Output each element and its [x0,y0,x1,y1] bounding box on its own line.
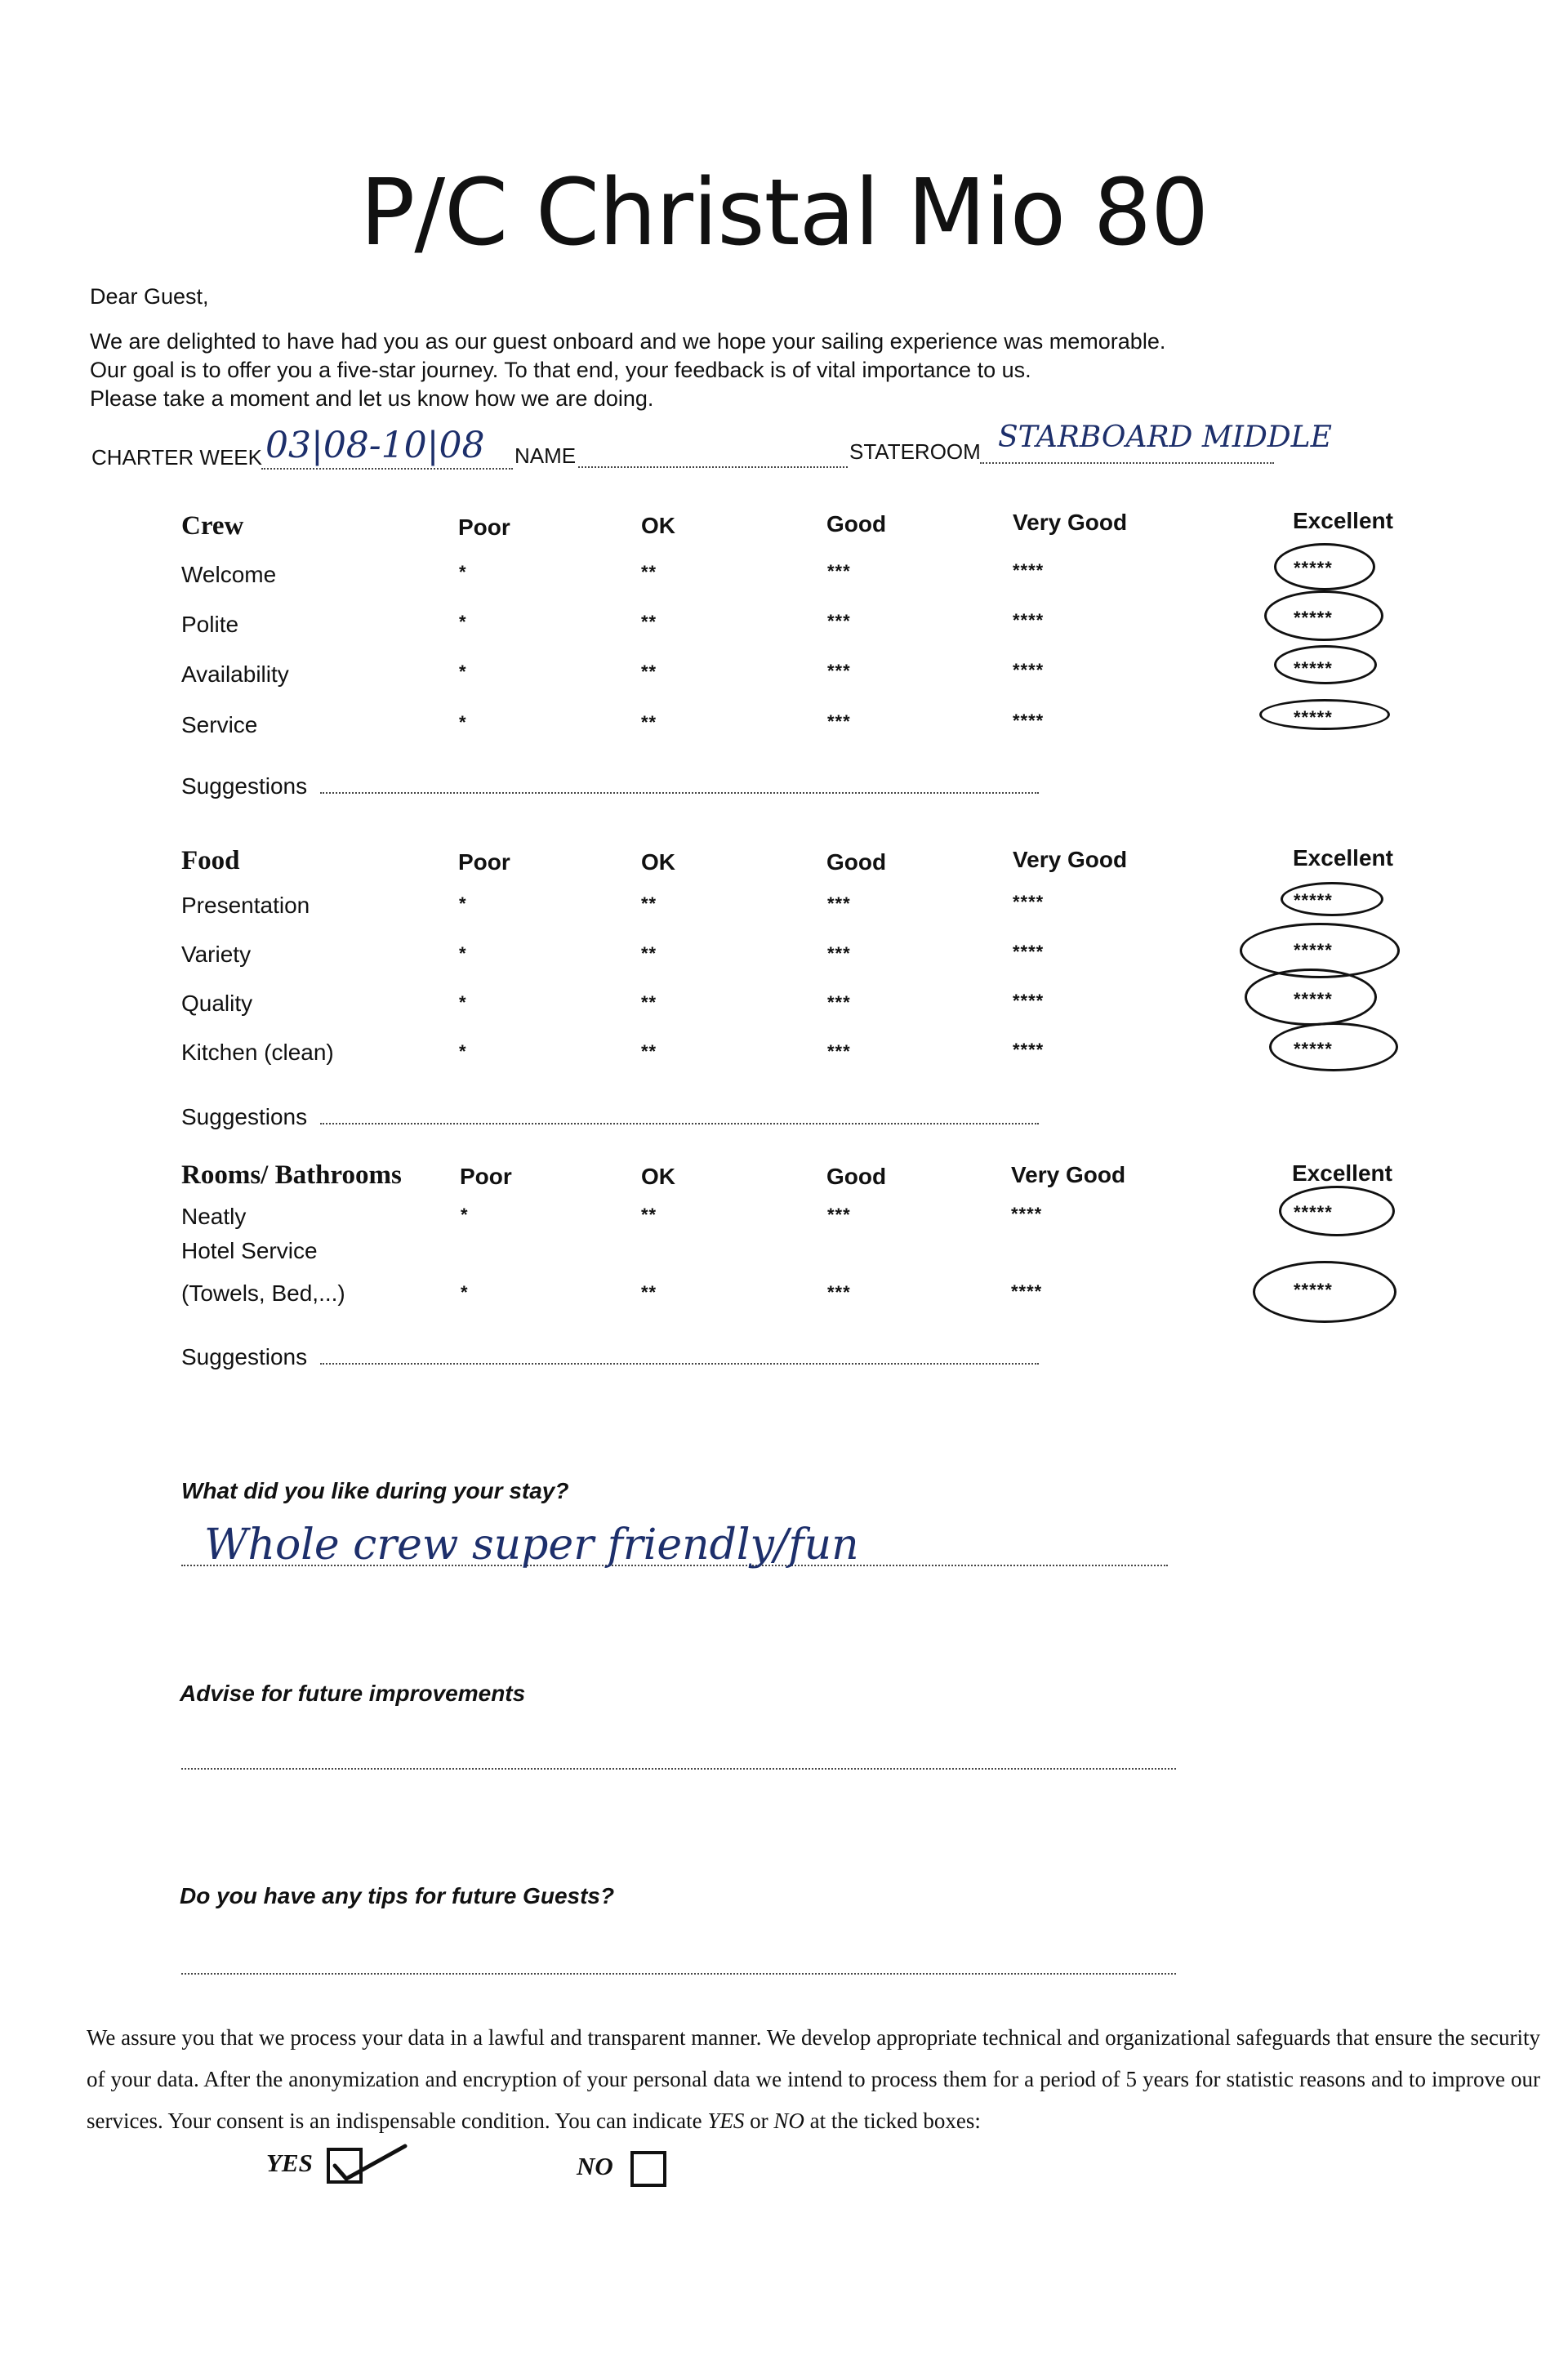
rating-excellent[interactable]: ***** [1294,1039,1333,1059]
header-ok: OK [641,849,675,875]
question-improvements-field[interactable] [181,1768,1176,1770]
header-very-good: Very Good [1013,510,1128,535]
rating-very-good[interactable]: **** [1013,991,1045,1011]
row-label-presentation: Presentation [181,893,310,918]
rating-ok[interactable]: ** [641,612,657,632]
header-excellent: Excellent [1292,1160,1392,1186]
rating-good[interactable]: *** [827,661,851,681]
rating-excellent[interactable]: ***** [1294,1280,1333,1300]
rating-good[interactable]: *** [827,992,851,1013]
question-liked-label: What did you like during your stay? [181,1478,569,1503]
rating-poor[interactable]: * [459,943,467,964]
rating-ok[interactable]: ** [641,943,657,964]
rating-good[interactable]: *** [827,561,851,581]
question-tips-label: Do you have any tips for future Guests? [180,1883,615,1908]
rating-ok[interactable]: ** [641,1041,657,1062]
header-good: Good [826,1164,887,1189]
section-title-crew: Crew [181,511,244,541]
header-good: Good [826,849,887,875]
rating-good[interactable]: *** [827,711,851,732]
header-poor: Poor [458,514,510,540]
suggestions-label-crew: Suggestions [181,773,308,799]
rating-excellent[interactable]: ***** [1294,658,1333,679]
row-label-neatly: Neatly [181,1204,247,1229]
header-excellent: Excellent [1293,508,1393,533]
intro-line-1: We are delighted to have had you as our guest onboard and we hope your sailing experience was memorable. [90,329,1166,354]
name-field[interactable] [578,466,848,468]
header-poor: Poor [458,849,510,875]
rating-poor[interactable]: * [459,562,467,582]
rating-good[interactable]: *** [827,611,851,631]
question-improvements-label: Advise for future improvements [180,1681,526,1706]
rating-ok[interactable]: ** [641,562,657,582]
rating-good[interactable]: *** [827,1205,851,1225]
stateroom-label: STATEROOM [849,439,981,464]
row-sublabel-towels-bed: (Towels, Bed,...) [181,1280,345,1306]
rating-poor[interactable]: * [459,712,467,733]
question-tips-field[interactable] [181,1973,1176,1975]
row-label-welcome: Welcome [181,562,277,587]
rating-ok[interactable]: ** [641,712,657,733]
consent-text: We assure you that we process your data in a lawful and transparent manner. We develop appropriate technical and organizational safeguards that ensure the security of your data. After the anonymization and encryption of your personal data we intend to process them for a period of 5 years for statistic reasons and to improve our services. Your consent is an indispensable condition. You can indicate YES or NO at the ticked boxes: [87,2025,1540,2133]
row-label-service: Service [181,712,258,737]
rating-very-good[interactable]: **** [1013,942,1045,962]
header-excellent: Excellent [1293,845,1393,871]
rating-poor[interactable]: * [461,1205,469,1225]
rating-excellent[interactable]: ***** [1294,608,1333,628]
rating-poor[interactable]: * [461,1282,469,1303]
rating-poor[interactable]: * [459,612,467,632]
section-title-food: Food [181,846,240,875]
rating-ok[interactable]: ** [641,992,657,1013]
greeting: Dear Guest, [90,284,209,309]
selected-circle [1253,1261,1396,1323]
checkmark-icon [327,2141,416,2190]
question-liked-answer[interactable]: Whole crew super friendly/fun [204,1521,859,1570]
rating-very-good[interactable]: **** [1013,892,1045,912]
selected-circle [1259,699,1390,730]
rating-good[interactable]: *** [827,943,851,964]
charter-week-label: CHARTER WEEK [91,445,262,470]
rating-good[interactable]: *** [827,1041,851,1062]
no-checkbox[interactable] [630,2151,666,2187]
rating-excellent[interactable]: ***** [1294,989,1333,1009]
suggestions-field-food[interactable] [320,1123,1039,1124]
rating-very-good[interactable]: **** [1013,660,1045,680]
rating-very-good[interactable]: **** [1011,1281,1043,1302]
header-poor: Poor [460,1164,512,1189]
yes-label: YES [266,2149,313,2177]
rating-excellent[interactable]: ***** [1294,890,1333,911]
header-very-good: Very Good [1011,1162,1126,1187]
rating-poor[interactable]: * [459,661,467,682]
row-label-variety: Variety [181,942,252,967]
rating-excellent[interactable]: ***** [1294,707,1333,728]
selected-circle [1281,882,1383,916]
charter-week-field[interactable]: 03|08-10|08 [265,425,485,466]
suggestions-label-food: Suggestions [181,1104,308,1129]
suggestions-field-crew[interactable] [320,792,1039,794]
rating-ok[interactable]: ** [641,661,657,682]
name-label: NAME [514,443,577,468]
rating-very-good[interactable]: **** [1013,710,1045,731]
rating-very-good[interactable]: **** [1013,1040,1045,1060]
stateroom-field[interactable]: STARBOARD MIDDLE [998,421,1332,454]
header-ok: OK [641,513,675,538]
rating-good[interactable]: *** [827,1282,851,1303]
selected-circle [1274,645,1377,684]
rating-poor[interactable]: * [459,992,467,1013]
rating-ok[interactable]: ** [641,893,657,914]
intro-line-3: Please take a moment and let us know how we are doing. [90,386,654,411]
rating-ok[interactable]: ** [641,1282,657,1303]
section-title-rooms: Rooms/ Bathrooms [181,1160,402,1190]
yes-checkbox[interactable] [327,2148,363,2184]
rating-excellent[interactable]: ***** [1294,940,1333,960]
rating-good[interactable]: *** [827,893,851,914]
header-very-good: Very Good [1013,847,1128,872]
selected-circle [1269,1022,1398,1071]
rating-poor[interactable]: * [459,893,467,914]
rating-very-good[interactable]: **** [1013,560,1045,581]
charter-week-line [261,468,513,470]
rating-very-good[interactable]: **** [1013,610,1045,630]
selected-circle [1274,543,1375,590]
header-good: Good [826,511,887,537]
rating-very-good[interactable]: **** [1011,1204,1043,1224]
row-label-kitchen: Kitchen (clean) [181,1040,334,1065]
suggestions-field-rooms[interactable] [320,1363,1039,1365]
selected-circle [1279,1186,1395,1236]
no-label: NO [577,2152,613,2180]
rating-excellent[interactable]: ***** [1294,558,1333,578]
selected-circle [1264,590,1383,641]
stateroom-line [980,462,1274,464]
rating-excellent[interactable]: ***** [1294,1202,1333,1222]
rating-poor[interactable]: * [459,1041,467,1062]
form-title: P/C Christal Mio 80 [359,160,1209,266]
row-label-polite: Polite [181,612,239,637]
intro-line-2: Our goal is to offer you a five-star journey. To that end, your feedback is of vital importance to us. [90,358,1031,382]
row-label-availability: Availability [181,661,289,687]
row-label-quality: Quality [181,991,253,1016]
selected-circle [1245,969,1377,1026]
rating-ok[interactable]: ** [641,1205,657,1225]
suggestions-label-rooms: Suggestions [181,1344,308,1369]
header-ok: OK [641,1164,675,1189]
row-label-hotel-service: Hotel Service [181,1238,318,1263]
